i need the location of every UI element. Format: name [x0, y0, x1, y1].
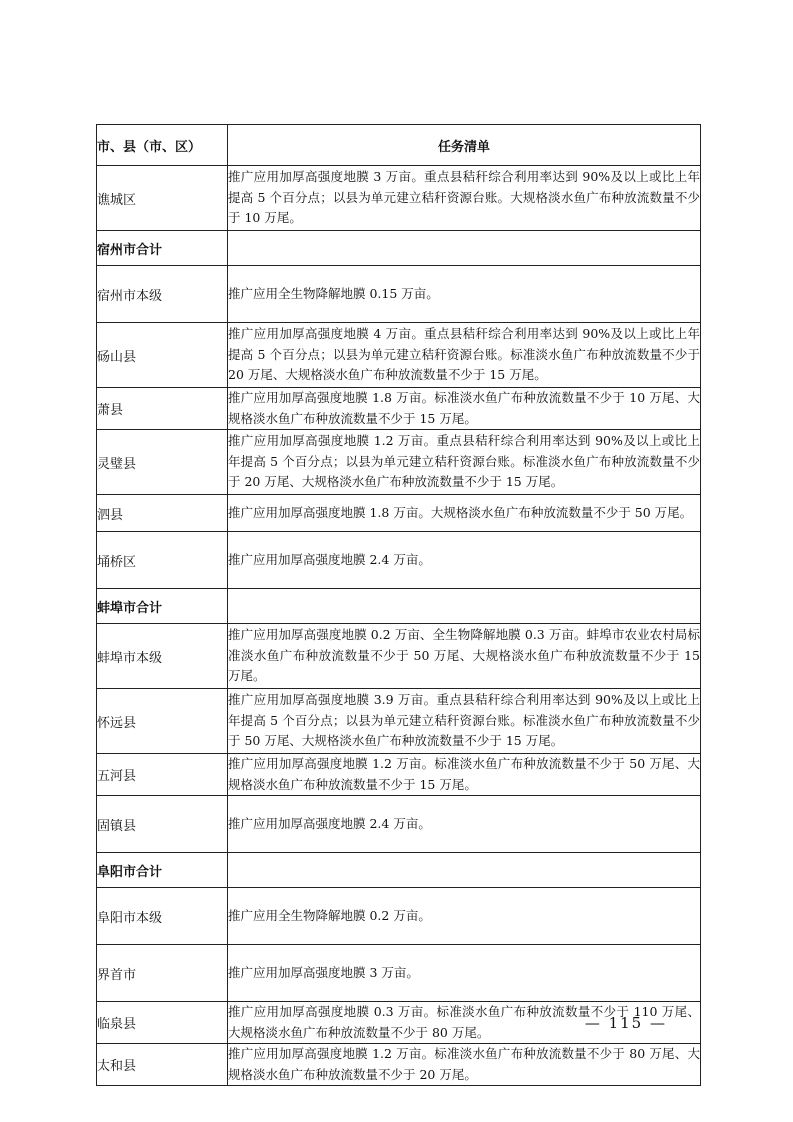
group-cell: 阜阳市合计 [97, 853, 228, 888]
page-number: — 115 — [584, 1014, 667, 1032]
tasks-cell: 推广应用全生物降解地膜 0.15 万亩。 [228, 266, 701, 323]
tasks-cell: 推广应用加厚高强度地膜 3 万亩。重点县秸秆综合利用率达到 90%及以上或比上年提高 5 个百分点；以县为单元建立秸秆资源台账。大规格淡水鱼广布种放流数量不少于 10 万尾。 [228, 166, 701, 231]
tasks-cell: 推广应用加厚高强度地膜 1.2 万亩。标准淡水鱼广布种放流数量不少于 80 万尾、大规格淡水鱼广布种放流数量不少于 20 万尾。 [228, 1044, 701, 1086]
tasks-cell: 推广应用加厚高强度地膜 1.2 万亩。标准淡水鱼广布种放流数量不少于 50 万尾、大规格淡水鱼广布种放流数量不少于 15 万尾。 [228, 754, 701, 796]
region-cell: 埇桥区 [97, 532, 228, 589]
table-row [97, 945, 701, 1002]
table-row [97, 1044, 701, 1086]
region-cell: 界首市 [97, 945, 228, 1002]
table-row [97, 495, 701, 532]
group-row [97, 589, 701, 624]
region-cell: 泗县 [97, 495, 228, 532]
tasks-cell: 推广应用加厚高强度地膜 3.9 万亩。重点县秸秆综合利用率达到 90%及以上或比上年提高 5 个百分点；以县为单元建立秸秆资源台账。标准淡水鱼广布种放流数量不少于 50 万尾、大规格淡水鱼广布种放流数量不少于 15 万尾。 [228, 689, 701, 754]
table-row [97, 796, 701, 853]
table-row [97, 624, 701, 689]
tasks-cell [228, 589, 701, 624]
region-cell: 砀山县 [97, 323, 228, 388]
tasks-cell [228, 853, 701, 888]
table-header-row [97, 125, 701, 166]
tasks-cell: 推广应用加厚高强度地膜 1.8 万亩。标准淡水鱼广布种放流数量不少于 10 万尾、大规格淡水鱼广布种放流数量不少于 15 万尾。 [228, 388, 701, 430]
region-cell: 五河县 [97, 754, 228, 796]
region-cell: 灵璧县 [97, 430, 228, 495]
table-row [97, 388, 701, 430]
tasks-cell [228, 231, 701, 266]
table-row [97, 323, 701, 388]
table-row [97, 754, 701, 796]
region-cell: 宿州市本级 [97, 266, 228, 323]
group-cell: 宿州市合计 [97, 231, 228, 266]
tasks-cell: 推广应用加厚高强度地膜 2.4 万亩。 [228, 796, 701, 853]
tasks-cell: 推广应用加厚高强度地膜 0.3 万亩。标准淡水鱼广布种放流数量不少于 110 万尾、大规格淡水鱼广布种放流数量不少于 80 万尾。 [228, 1002, 701, 1044]
table-row [97, 532, 701, 589]
table-row [97, 689, 701, 754]
table-row [97, 166, 701, 231]
region-cell: 萧县 [97, 388, 228, 430]
table-row [97, 266, 701, 323]
task-table [96, 124, 701, 1086]
group-row [97, 231, 701, 266]
header-region: 市、县（市、区） [97, 125, 228, 166]
header-tasks: 任务清单 [228, 125, 701, 166]
region-cell: 谯城区 [97, 166, 228, 231]
region-cell: 蚌埠市本级 [97, 624, 228, 689]
region-cell: 固镇县 [97, 796, 228, 853]
tasks-cell: 推广应用加厚高强度地膜 1.2 万亩。重点县秸秆综合利用率达到 90%及以上或比上年提高 5 个百分点；以县为单元建立秸秆资源台账。标准淡水鱼广布种放流数量不少于 20 万尾、大规格淡水鱼广布种放流数量不少于 15 万尾。 [228, 430, 701, 495]
table-row [97, 888, 701, 945]
tasks-cell: 推广应用加厚高强度地膜 3 万亩。 [228, 945, 701, 1002]
region-cell: 临泉县 [97, 1002, 228, 1044]
tasks-cell: 推广应用加厚高强度地膜 1.8 万亩。大规格淡水鱼广布种放流数量不少于 50 万尾。 [228, 495, 701, 532]
table-row [97, 430, 701, 495]
group-cell: 蚌埠市合计 [97, 589, 228, 624]
tasks-cell: 推广应用加厚高强度地膜 2.4 万亩。 [228, 532, 701, 589]
tasks-cell: 推广应用全生物降解地膜 0.2 万亩。 [228, 888, 701, 945]
tasks-cell: 推广应用加厚高强度地膜 4 万亩。重点县秸秆综合利用率达到 90%及以上或比上年提高 5 个百分点；以县为单元建立秸秆资源台账。标准淡水鱼广布种放流数量不少于 20 万尾、大规格淡水鱼广布种放流数量不少于 15 万尾。 [228, 323, 701, 388]
region-cell: 阜阳市本级 [97, 888, 228, 945]
tasks-cell: 推广应用加厚高强度地膜 0.2 万亩、全生物降解地膜 0.3 万亩。蚌埠市农业农村局标准淡水鱼广布种放流数量不少于 50 万尾、大规格淡水鱼广布种放流数量不少于 15 万尾。 [228, 624, 701, 689]
region-cell: 太和县 [97, 1044, 228, 1086]
group-row [97, 853, 701, 888]
region-cell: 怀远县 [97, 689, 228, 754]
